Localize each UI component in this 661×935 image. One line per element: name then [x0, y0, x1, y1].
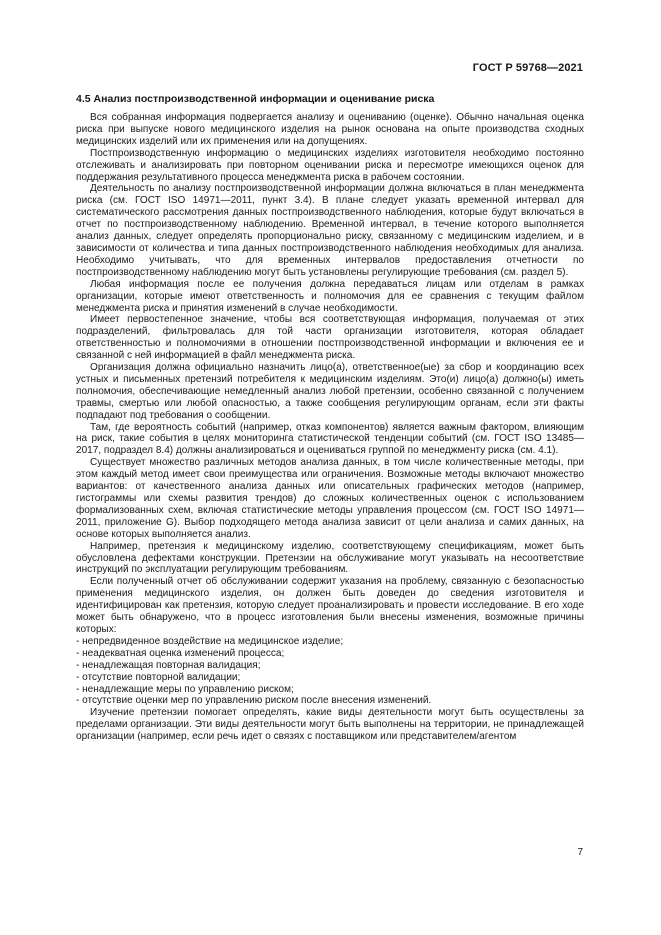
- paragraph: Изучение претензии помогает определять, какие виды деятельности могут быть осуществлены за пределами организации. Эти виды деятельности могут быть выполнены на территории, не принадлежащей организации (например, если речь идет о связях с поставщиком или представителем/агентом: [76, 707, 584, 743]
- paragraph: Организация должна официально назначить лицо(а), ответственное(ые) за сбор и координацию всех устных и письменных претензий потребителя к медицинским изделиям. Это(и) лицо(а) должно(ы) иметь полномочия, обеспечивающие немедленный анализ любой претензии, особенно связанной с получением травмы, смертью или любой опасностью, а также сообщения регулирующим органам, если эти факты подпадают под требования о сообщении.: [76, 362, 584, 421]
- list-item: - ненадлежащая повторная валидация;: [76, 659, 261, 671]
- paragraph: Например, претензия к медицинскому изделию, соответствующему спецификациям, может быть обусловлена дефектами конструкции. Претензии на обслуживание могут указывать на несоответствие инструкций по эксплуатации регулирующим требованиям.: [76, 540, 584, 576]
- paragraph: Если полученный отчет об обслуживании содержит указания на проблему, связанную с безопасностью применения медицинского изделия, он должен быть доведен до сведения изготовителя и идентифицирован как претензия, которую следует проанализировать и провести исследование. В его ходе может быть обнаружено, что в процесс изготовления были внесены изменения, возможные причины которых:: [76, 576, 584, 635]
- page-number: 7: [577, 847, 583, 858]
- paragraph: Постпроизводственную информацию о медицинских изделиях изготовителя необходимо постоянно отслеживать и анализировать при повторном оценивании риска и пересмотре имеющихся оценок для поддержания результативного процесса менеджмента риска в рабочем состоянии.: [76, 147, 584, 183]
- section-heading: 4.5 Анализ постпроизводственной информации и оценивание риска: [76, 93, 435, 105]
- paragraph: Имеет первостепенное значение, чтобы вся соответствующая информация, получаемая от этих подразделений, фильтровалась для той части организации изготовителя, которая обладает ответственностью и полномочиями в отношении постпроизводственной информации и включения ее и связанной с ней информацией в файл менеджмента риска.: [76, 314, 584, 362]
- list-item: - ненадлежащие меры по управлению риском;: [76, 683, 294, 695]
- list-item: - непредвиденное воздействие на медицинское изделие;: [76, 635, 344, 647]
- paragraph: Любая информация после ее получения должна передаваться лицам или отделам в рамках организации, которые имеют ответственность и полномочия для ее сравнения с текущим файлом менеджмента риска и принятия изменений в случае необходимости.: [76, 278, 584, 314]
- paragraph: Там, где вероятность событий (например, отказ компонентов) является важным фактором, влияющим на риск, такие события в целях мониторинга статистической тенденции событий (см. ГОСТ ISO 13485—2017, подраздел 8.4) должны анализироваться и оцениваться группой по менеджменту риска (см. 4.1).: [76, 421, 584, 457]
- paragraph: Деятельность по анализу постпроизводственной информации должна включаться в план менеджмента риска (см. ГОСТ ISO 14971—2011, пункт 3.4). В плане следует указать временной интервал для систематического рассмотрения данных постпроизводственного наблюдения, которые будут включаться в отчет по постпроизводственному наблюдению. Временной интервал, в течение которого выполняется анализ данных, следует определять пропорционально риску, связанному с медицинским изделием, и в зависимости от количества и типа данных постпроизводственного наблюдения необходимых для анализа. Необходимо учитывать, что для временных интервалов предоставления отчетности по постпроизводственному наблюдению могут быть установлены регулирующие требования (см. раздел 5).: [76, 183, 584, 278]
- paragraph: Существует множество различных методов анализа данных, в том числе количественные методы, при этом каждый метод имеет свои преимущества или ограничения. Возможные методы включают множество вариантов: от качественного анализа данных или описательных графических методов (например, гистограммы или схемы развития трендов) до сложных количественных оценок с использованием формализованных схем, включая статистические методы управления процессом (см. ГОСТ ISO 14971—2011, приложение G). Выбор подходящего метода анализа зависит от цели анализа и самих данных, на основе которых выполняется анализ.: [76, 457, 584, 540]
- list-item: - отсутствие оценки мер по управлению риском после внесения изменений.: [76, 695, 432, 707]
- page-content: [76, 93, 584, 743]
- paragraph: Вся собранная информация подвергается анализу и оцениванию (оценке). Обычно начальная оценка риска при выпуске нового медицинского изделия на рынок основана на опыте производства сходных медицинских изделий или их применения или на допущениях.: [76, 112, 584, 147]
- list-item: - отсутствие повторной валидации;: [76, 671, 241, 683]
- list-item: - неадекватная оценка изменений процесса;: [76, 647, 285, 659]
- causes-list: [76, 636, 584, 707]
- standard-code: ГОСТ Р 59768—2021: [472, 62, 583, 74]
